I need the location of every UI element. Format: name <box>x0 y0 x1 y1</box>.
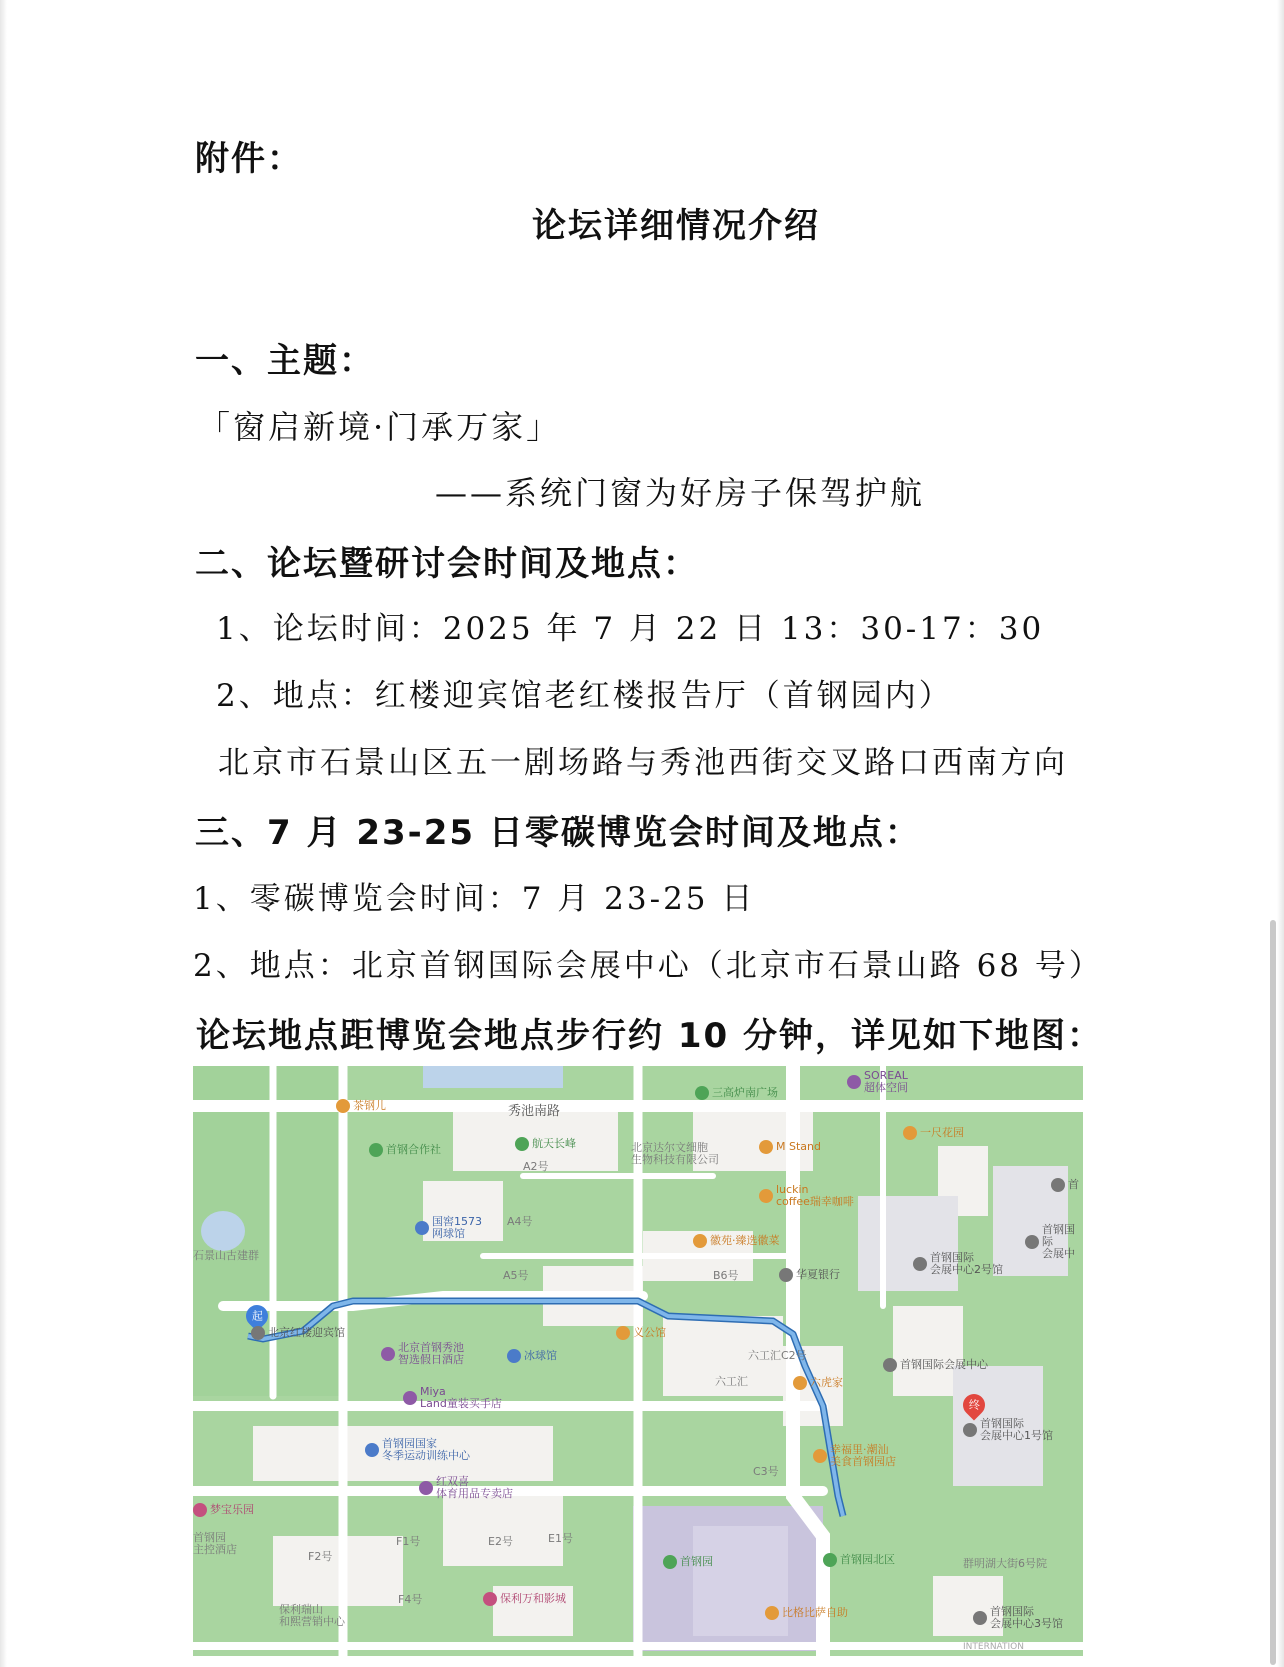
section1-heading: 一、主题： <box>195 341 375 381</box>
poi-yichi-garden[interactable] <box>903 1126 964 1140</box>
poi-shougang-north[interactable] <box>823 1553 895 1567</box>
poi-label: F1号 <box>396 1535 421 1548</box>
shop-icon <box>419 1481 433 1495</box>
poi-label: 义公馆 <box>633 1326 666 1339</box>
expo-time: 1、零碳博览会时间：7 月 23-25 日 <box>193 881 756 917</box>
poi-huaxia-bank[interactable] <box>779 1268 840 1282</box>
building-icon <box>973 1611 987 1625</box>
hotel-icon <box>251 1326 265 1340</box>
poi-e2 <box>488 1536 513 1548</box>
poi-label: 六工汇 <box>715 1375 748 1388</box>
scrollbar[interactable] <box>1270 920 1276 1665</box>
cinema-icon <box>483 1592 497 1606</box>
poi-label: 一尺花园 <box>920 1126 964 1139</box>
park-icon <box>663 1555 677 1569</box>
poi-expo-center[interactable] <box>883 1358 988 1372</box>
poi-label: 首钢园国家 冬季运动训练中心 <box>382 1437 470 1462</box>
hotel-icon <box>381 1347 395 1361</box>
poi-hongshuangxi[interactable] <box>419 1476 513 1500</box>
poi-guojiao-tennis[interactable] <box>415 1216 482 1240</box>
poi-label: 六虎家 <box>810 1376 843 1389</box>
poi-shijingshan-ancient <box>193 1250 259 1262</box>
poi-luckin[interactable] <box>759 1184 854 1208</box>
poi-liugonghui-c2 <box>748 1350 807 1362</box>
poi-qunminghu <box>963 1558 1047 1570</box>
poi-huiyuan[interactable] <box>693 1234 780 1248</box>
poi-label: E2号 <box>488 1535 513 1548</box>
shop-icon <box>403 1391 417 1405</box>
poi-mengbao[interactable] <box>193 1503 254 1517</box>
poi-soreal[interactable] <box>847 1070 908 1094</box>
start-marker-text: 起 <box>251 1310 263 1323</box>
poi-poly-cinema[interactable] <box>483 1592 566 1606</box>
poi-c3 <box>753 1466 779 1478</box>
poi-label: 茶钢儿 <box>353 1099 386 1112</box>
poi-label: 华夏银行 <box>796 1268 840 1281</box>
poi-xingfuli[interactable] <box>813 1444 896 1468</box>
poi-label: C3号 <box>753 1465 779 1478</box>
poi-label: luckin coffee瑞幸咖啡 <box>776 1183 854 1208</box>
entertainment-icon <box>847 1075 861 1089</box>
poi-winter-training[interactable] <box>365 1438 470 1462</box>
poi-m-stand[interactable] <box>759 1140 821 1154</box>
poi-ice-hockey[interactable] <box>507 1349 557 1363</box>
poi-label: 首钢国际 会展中心1号馆 <box>980 1417 1053 1442</box>
restaurant-icon <box>616 1326 630 1340</box>
poi-b6 <box>713 1270 739 1282</box>
theme-subtitle: ——系统门窗为好房子保驾护航 <box>435 474 926 512</box>
forum-place: 2、地点：红楼迎宾馆老红楼报告厅（首钢园内） <box>216 678 953 714</box>
poi-label: 徽苑·臻选徽菜 <box>710 1234 780 1247</box>
page-edge-right <box>1277 0 1284 1667</box>
shop-icon <box>369 1143 383 1157</box>
poi-label: M Stand <box>776 1140 821 1153</box>
building-icon <box>913 1257 927 1271</box>
section3-heading: 三、7 月 23-25 日零碳博览会时间及地点： <box>195 813 921 853</box>
poi-international <box>963 1641 1024 1653</box>
poi-holiday-inn[interactable] <box>381 1342 464 1366</box>
poi-label: A5号 <box>503 1269 529 1282</box>
poi-label: 首 <box>1068 1178 1079 1191</box>
poi-label: 首钢国际 会展中心2号馆 <box>930 1251 1003 1276</box>
coffee-icon <box>759 1189 773 1203</box>
sports-icon <box>415 1221 429 1235</box>
poi-label: 首钢园北区 <box>840 1553 895 1566</box>
road-label-xiuchi-south: 秀池南路 <box>508 1104 561 1119</box>
restaurant-icon <box>765 1606 779 1620</box>
poi-label: A4号 <box>507 1215 533 1228</box>
poi-shou[interactable] <box>1051 1178 1079 1192</box>
park-icon <box>695 1086 709 1100</box>
park-icon <box>823 1553 837 1567</box>
poi-label: 首钢园 <box>680 1555 713 1568</box>
poi-f1 <box>396 1536 420 1548</box>
poi-label: 红双喜 体育用品专卖店 <box>436 1475 513 1500</box>
poi-label: 六工汇C2号 <box>748 1349 807 1362</box>
poi-poly-sales <box>279 1604 345 1628</box>
attachment-label: 附件： <box>195 139 303 179</box>
poi-label: Miya Land童装买手店 <box>420 1385 502 1410</box>
page-edge-left <box>0 0 7 1667</box>
poi-honglou-hotel[interactable] <box>251 1326 345 1340</box>
building-icon <box>883 1358 897 1372</box>
company-icon <box>515 1137 529 1151</box>
poi-label: 首钢合作社 <box>386 1143 441 1156</box>
poi-label: A2号 <box>523 1160 549 1173</box>
restaurant-icon <box>813 1449 827 1463</box>
poi-label: SOREAL 超体空间 <box>864 1069 908 1094</box>
poi-label: 北京达尔文细胞 生物科技有限公司 <box>631 1141 719 1166</box>
restaurant-icon <box>693 1234 707 1248</box>
theme-text: 「窗启新境·门承万家」 <box>198 408 562 446</box>
poi-a5 <box>503 1270 529 1282</box>
poi-e1 <box>548 1533 573 1545</box>
route-map[interactable] <box>193 1066 1083 1656</box>
poi-expo-hall-3[interactable] <box>973 1606 1063 1630</box>
sports-icon <box>507 1349 521 1363</box>
poi-sangaolu-square[interactable] <box>695 1086 778 1100</box>
poi-shougang-hotel <box>193 1532 237 1556</box>
poi-expo-center-east[interactable] <box>1025 1224 1083 1260</box>
coffee-icon <box>759 1140 773 1154</box>
poi-f2 <box>308 1551 332 1563</box>
poi-hangtian-changfeng[interactable] <box>515 1137 576 1151</box>
poi-label: 群明湖大街6号院 <box>963 1557 1047 1570</box>
poi-label: 幸福里·潮汕 美食首钢园店 <box>830 1443 896 1468</box>
poi-darwin-bio <box>631 1142 719 1166</box>
poi-shougang-coop[interactable] <box>369 1143 441 1157</box>
poi-label: 三高炉南广场 <box>712 1086 778 1099</box>
poi-shougang-park[interactable] <box>663 1555 713 1569</box>
expo-place: 2、地点：北京首钢国际会展中心（北京市石景山路 68 号） <box>193 948 1103 984</box>
poi-label: 首钢国际会展中心 <box>900 1358 988 1371</box>
poi-pizza-buffet[interactable] <box>765 1606 848 1620</box>
poi-label: F4号 <box>398 1593 423 1606</box>
poi-a4 <box>507 1216 533 1228</box>
poi-expo-hall-2[interactable] <box>913 1252 1003 1276</box>
map-intro: 论坛地点距博览会地点步行约 10 分钟，详见如下地图： <box>196 1016 1103 1056</box>
poi-label: B6号 <box>713 1269 739 1282</box>
document-title: 论坛详细情况介绍 <box>532 206 820 246</box>
section2-heading: 二、论坛暨研讨会时间及地点： <box>195 544 699 584</box>
building-icon <box>963 1423 977 1437</box>
poi-label: 保利万和影城 <box>500 1592 566 1605</box>
end-marker-text: 终 <box>968 1399 980 1412</box>
poi-label: E1号 <box>548 1532 573 1545</box>
forum-address: 北京市石景山区五一剧场路与秀池西街交叉路口西南方向 <box>218 745 1068 781</box>
poi-label: 冰球馆 <box>524 1349 557 1362</box>
poi-label: 国窖1573 网球馆 <box>432 1215 482 1240</box>
playground-icon <box>193 1503 207 1517</box>
poi-chagang[interactable] <box>336 1099 386 1113</box>
poi-f4 <box>398 1594 422 1606</box>
poi-label: 首钢国际 会展中心3号馆 <box>990 1605 1063 1630</box>
poi-liuhujia[interactable] <box>793 1376 843 1390</box>
poi-label: 比格比萨自助 <box>782 1606 848 1619</box>
bank-icon <box>779 1268 793 1282</box>
poi-label: F2号 <box>308 1550 333 1563</box>
poi-label: 首钢园 主控酒店 <box>193 1531 237 1556</box>
poi-liugonghui <box>715 1376 748 1388</box>
poi-label: 航天长峰 <box>532 1137 576 1150</box>
restaurant-icon <box>336 1099 350 1113</box>
forum-time: 1、论坛时间：2025 年 7 月 22 日 13：30-17：30 <box>216 611 1045 647</box>
poi-label: INTERNATION <box>963 1642 1024 1652</box>
poi-label: 北京首钢秀池 智选假日酒店 <box>398 1341 464 1366</box>
poi-label: 石景山古建群 <box>193 1249 259 1262</box>
building-icon <box>1025 1235 1039 1249</box>
poi-label: 首钢国际 会展中 <box>1042 1223 1075 1260</box>
poi-label: 保利瑞山 和熙营销中心 <box>279 1603 345 1628</box>
restaurant-icon <box>793 1376 807 1390</box>
restaurant-icon <box>903 1126 917 1140</box>
sports-icon <box>365 1443 379 1457</box>
poi-label: 北京红楼迎宾馆 <box>268 1326 345 1339</box>
building-icon <box>1051 1178 1065 1192</box>
poi-miya-land[interactable] <box>403 1386 502 1410</box>
poi-yigongguan[interactable] <box>616 1326 666 1340</box>
poi-label: 梦宝乐园 <box>210 1503 254 1516</box>
poi-expo-hall-1[interactable] <box>963 1418 1053 1442</box>
poi-a2 <box>523 1161 549 1173</box>
